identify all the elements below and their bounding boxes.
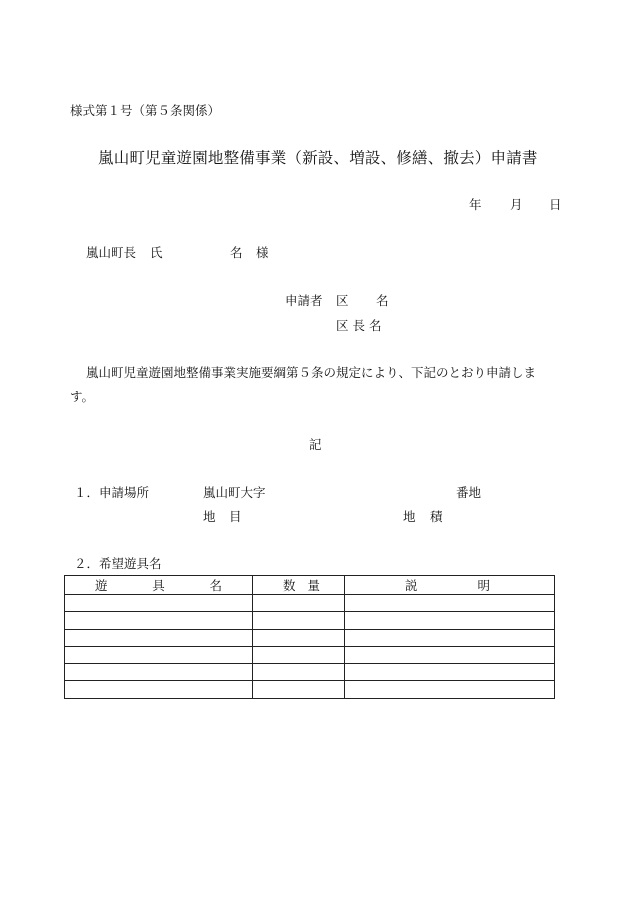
table-row (65, 664, 555, 681)
equipment-cell[interactable] (65, 612, 253, 629)
document-title: 嵐山町児童遊園地整備事業（新設、増設、修繕、撤去）申請書 (98, 149, 538, 167)
addressee-honorific: 様 (256, 245, 269, 260)
equipment-cell[interactable] (65, 664, 253, 681)
table-row (65, 629, 555, 646)
header-equipment-char-2: 具 (152, 578, 165, 593)
table-row (65, 646, 555, 663)
section1-chiseki-2: 積 (430, 509, 443, 524)
section1-chiseki-1: 地 (403, 509, 416, 524)
date-year-label: 年 (469, 197, 482, 212)
header-equipment-char-1: 遊 (95, 578, 108, 593)
header-equipment-char-3: 名 (209, 578, 222, 593)
section1-chimoku-2: 目 (229, 509, 242, 524)
table-row (65, 681, 555, 698)
header-quantity (253, 576, 345, 595)
table-row (65, 612, 555, 629)
quantity-cell[interactable] (253, 595, 345, 612)
description-cell[interactable] (345, 646, 555, 663)
equipment-cell[interactable] (65, 646, 253, 663)
date-month-label: 月 (510, 197, 523, 212)
description-cell[interactable] (345, 612, 555, 629)
header-description (345, 576, 555, 595)
description-cell[interactable] (345, 664, 555, 681)
applicant-label: 申請者 (285, 293, 323, 308)
header-quantity-char-1: 数 (283, 578, 296, 593)
section1-label: １．申請場所 (74, 485, 150, 500)
quantity-cell[interactable] (253, 664, 345, 681)
date-day-label: 日 (549, 197, 562, 212)
form-number: 様式第１号（第５条関係） (70, 103, 221, 118)
quantity-cell[interactable] (253, 612, 345, 629)
description-cell[interactable] (345, 595, 555, 612)
applicant-ku: 区 (336, 293, 349, 308)
equipment-cell[interactable] (65, 595, 253, 612)
section2-label: ２．希望遊具名 (74, 556, 162, 571)
body-text-line2: す。 (70, 389, 95, 404)
ki-heading: 記 (309, 437, 322, 452)
table-row (65, 595, 555, 612)
header-quantity-char-2: 量 (307, 578, 320, 593)
equipment-cell[interactable] (65, 629, 253, 646)
header-description-char-2: 明 (477, 578, 490, 593)
header-description-char-1: 説 (405, 578, 418, 593)
quantity-cell[interactable] (253, 681, 345, 698)
description-cell[interactable] (345, 629, 555, 646)
quantity-cell[interactable] (253, 629, 345, 646)
section1-chimoku-1: 地 (203, 509, 216, 524)
body-text-line1: 嵐山町児童遊園地整備事業実施要綱第５条の規定により、下記のとおり申請しま (86, 365, 537, 380)
description-cell[interactable] (345, 681, 555, 698)
equipment-cell[interactable] (65, 681, 253, 698)
section1-aza: 嵐山町大字 (203, 485, 266, 500)
addressee-mei: 名 (230, 245, 243, 260)
section1-banchi: 番地 (456, 485, 482, 500)
applicant-mei: 名 (376, 293, 389, 308)
table-header-row (65, 576, 555, 595)
addressee-shi: 氏 (150, 245, 163, 260)
equipment-table (64, 575, 555, 699)
addressee-office: 嵐山町長 (86, 245, 137, 260)
applicant-kuchou: 区 長 名 (336, 318, 382, 333)
quantity-cell[interactable] (253, 646, 345, 663)
header-equipment (65, 576, 253, 595)
